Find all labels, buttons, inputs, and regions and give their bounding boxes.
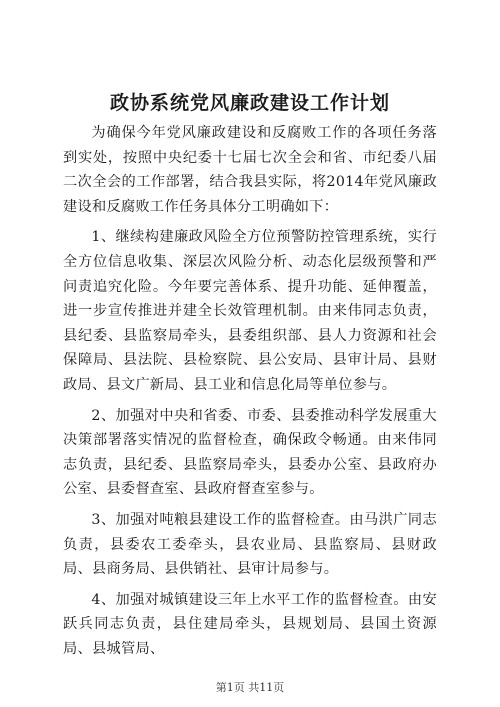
intro-paragraph: 为确保今年党风廉政建设和反腐败工作的各项任务落到实处，按照中央纪委十七届七次全会和省、市纪委八届二次全会的工作部署，结合我县实际，将2014年党风廉政建设和反腐败工作任务具体分工明确如下： (63, 125, 437, 215)
document-title: 政协系统党风廉政建设工作计划 (109, 92, 390, 114)
page-number-footer: 第1页 共11页 (215, 681, 285, 694)
item-2-paragraph: 2、加强对中央和省委、市委、县委推动科学发展重大决策部署落实情况的监督检查，确保政令畅通。由来伟同志负责，县纪委、县监察局牵头，县委办公室、县政府办公室、县委督查室、县政府督查室参与。 (63, 407, 437, 498)
item-3-paragraph: 3、加强对吨粮县建设工作的监督检查。由马洪广同志负责，县委农工委牵头，县农业局、县监察局、县财政局、县商务局、县供销社、县审计局参与。 (63, 511, 437, 578)
document-body (63, 121, 437, 667)
item-1-paragraph: 1、继续构建廉政风险全方位预警防控管理系统，实行全方位信息收集、深层次风险分析、动态化层级预警和严问责追究化险。今年要完善体系、提升功能、延伸覆盖，进一步宣传推进并建全长效管理机制。由来伟同志负责，县纪委、县监察局牵头，县委组织部、县人力资源和社会保障局、县法院、县检察院、县公安局、县审计局、县财政局、县文广新局、县工业和信息化局等单位参与。 (63, 229, 437, 393)
item-4-paragraph: 4、加强对城镇建设三年上水平工作的监督检查。由安跃兵同志负责，县住建局牵头，县规划局、县国土资源局、县城管局、 (63, 591, 437, 657)
